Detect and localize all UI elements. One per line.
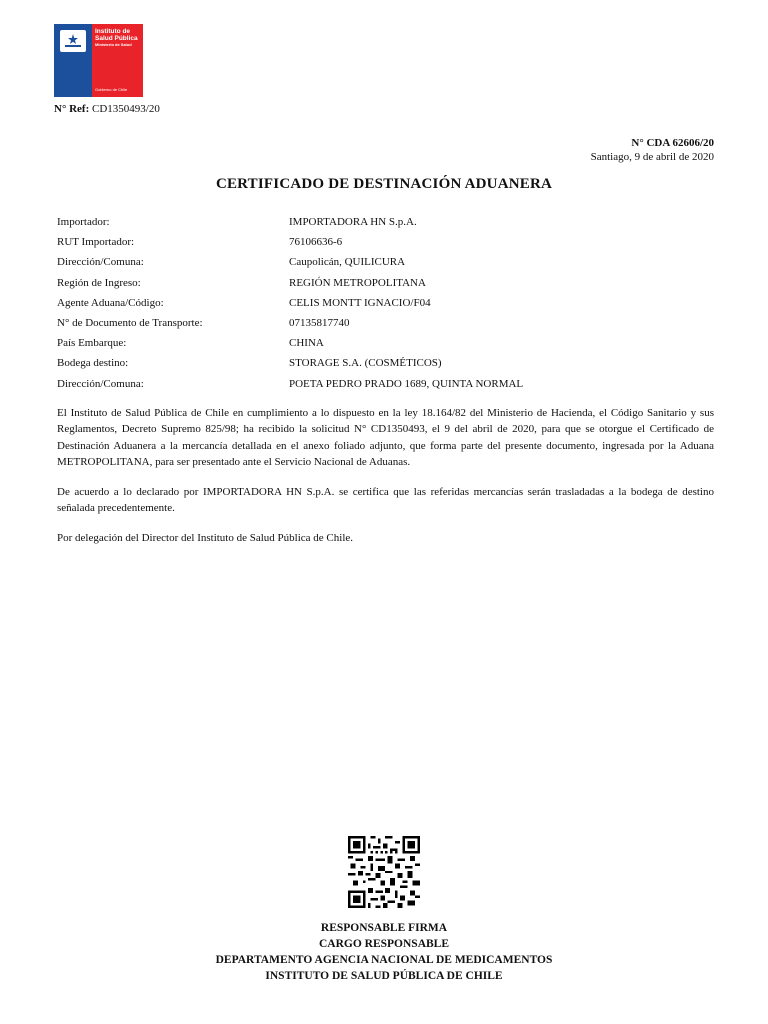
fields-table	[57, 212, 717, 394]
field-label: N° de Documento de Transporte:	[57, 317, 203, 330]
document-title: CERTIFICADO DE DESTINACIÓN ADUANERA	[215, 176, 553, 192]
qr-code-icon	[348, 836, 420, 908]
field-value: 76106636-6	[289, 236, 343, 249]
body-paragraph-1: El Instituto de Salud Pública de Chile en cumplimiento a lo dispuesto en la ley 18.164/82 del Ministerio de Hacienda, el Código Sanitario y sus Reglamentos, Decreto Supremo 825/98; ha recibido la solicitud N° CD1350493, el 9 del abril de 2020, para que se otorgue el Certificado de Destinación Aduanera a la mercancía detallada en el anexo foliado adjunto, que forma parte del presente documento, ingresada por la Aduana METROPOLITANA, para ser presentado ante el Servicio Nacional de Aduanas.	[57, 407, 714, 468]
field-row	[57, 353, 717, 373]
field-row	[57, 293, 717, 313]
field-value: POETA PEDRO PRADO 1689, QUINTA NORMAL	[289, 377, 524, 390]
field-value: STORAGE S.A. (COSMÉTICOS)	[289, 357, 442, 370]
cda-number: N° CDA 62606/20	[631, 137, 714, 149]
ref-value: CD1350493/20	[92, 103, 160, 115]
field-value: IMPORTADORA HN S.p.A.	[289, 216, 417, 229]
field-row	[57, 212, 717, 232]
logo-line-1: Instituto de Salud Pública	[95, 28, 138, 42]
field-row	[57, 333, 717, 353]
institution-logo	[54, 24, 143, 97]
logo-red-panel	[92, 24, 143, 97]
field-value: Caupolicán, QUILICURA	[289, 256, 406, 269]
signature-line-3: DEPARTAMENTO AGENCIA NACIONAL DE MEDICAMENTOS	[215, 954, 553, 966]
reference-number	[54, 103, 160, 115]
issue-date: Santiago, 9 de abril de 2020	[590, 151, 714, 163]
field-label: Agente Aduana/Código:	[57, 296, 164, 309]
field-value: 07135817740	[289, 317, 350, 330]
field-value: CHINA	[289, 337, 324, 350]
field-row	[57, 252, 717, 272]
field-label: Dirección/Comuna:	[57, 256, 144, 269]
field-label: País Embarque:	[57, 337, 127, 350]
body-paragraph-3: Por delegación del Director del Instituto de Salud Pública de Chile.	[57, 532, 354, 544]
field-row	[57, 374, 717, 394]
field-label: Bodega destino:	[57, 357, 129, 370]
field-label: RUT Importador:	[57, 236, 135, 249]
signature-line-4: INSTITUTO DE SALUD PÚBLICA DE CHILE	[265, 970, 503, 982]
signature-block	[0, 920, 768, 984]
field-label: Dirección/Comuna:	[57, 377, 144, 390]
field-row	[57, 313, 717, 333]
logo-line-3: Ministerio de Salud	[95, 42, 132, 47]
field-value: CELIS MONTT IGNACIO/F04	[289, 296, 431, 309]
logo-line-4: Gobierno de Chile	[95, 87, 128, 92]
field-label: Importador:	[57, 216, 110, 229]
field-row	[57, 273, 717, 293]
signature-line-1: RESPONSABLE FIRMA	[320, 922, 448, 934]
logo-blue-panel	[54, 24, 92, 97]
field-row	[57, 232, 717, 252]
coat-of-arms-icon	[60, 30, 86, 52]
ref-label: N° Ref:	[54, 103, 90, 115]
field-label: Región de Ingreso:	[57, 276, 141, 289]
signature-line-2: CARGO RESPONSABLE	[318, 938, 450, 950]
field-value: REGIÓN METROPOLITANA	[289, 276, 426, 289]
body-paragraph-2: De acuerdo a lo declarado por IMPORTADORA HN S.p.A. se certifica que las referidas mercancías serán trasladadas a la bodega de destino señalada precedentemente.	[57, 486, 714, 515]
